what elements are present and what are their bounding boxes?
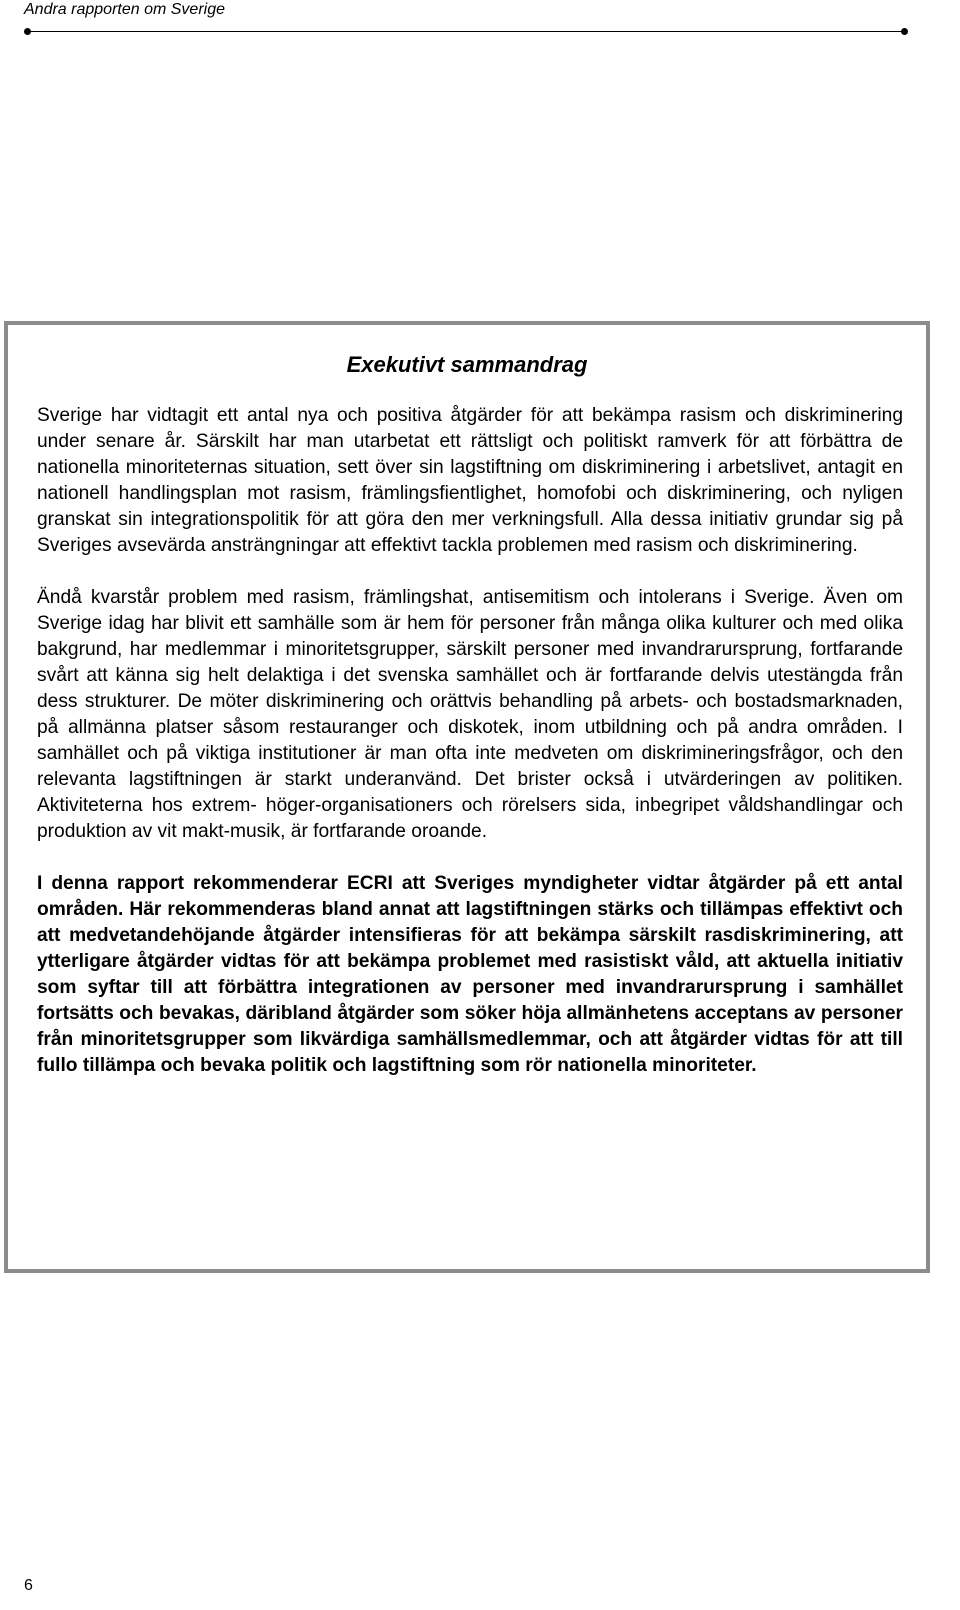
summary-paragraph-1: Sverige har vidtagit ett antal nya och positiva åtgärder för att bekämpa rasism och diskriminering under senare år. Särskilt har man utarbetat ett rättsligt och politiskt ramverk för att förbättra de nationella minoriteternas situation, sett över sin lagstiftning om diskriminering i arbetslivet, antagit en nationell handlingsplan mot rasism, främlingsfientlighet, homofobi och diskriminering, och nyligen granskat sin integrationspolitik för att göra den mer verkningsfull. Alla dessa initiativ grundar sig på Sveriges avsevärda ansträngningar att effektivt tackla problemen med rasism och diskriminering. [37,405,903,556]
running-header-title: Andra rapporten om Sverige [24,1,225,18]
summary-title: Exekutivt sammandrag [346,352,588,377]
header-rule-right-dot [901,28,908,35]
page-number: 6 [24,1577,33,1594]
executive-summary-box [4,321,930,1273]
header-rule [26,31,906,32]
summary-paragraph-recommendations: I denna rapport rekommenderar ECRI att Sveriges myndigheter vidtar åtgärder på ett antal områden. Här rekommenderas bland annat att lagstiftningen stärks och tillämpas effektivt och att medvetandehöjande åtgärder intensifieras för att bekämpa särskilt rasdiskriminering, att ytterligare åtgärder vidtas för att bekämpa problemet med rasistiskt våld, att aktuella initiativ som syftar till att förbättra integrationen av personer med invandrarursprung i samhället fortsätts och bevakas, däribland åtgärder som söker höja allmänhetens acceptans av personer från minoritetsgrupper som likvärdiga samhällsmedlemmar, och att åtgärder vidtas för att till fullo tillämpa och bevaka politik och lagstiftning som rör nationella minoriteter. [37,873,903,1076]
summary-body [37,403,903,1079]
summary-paragraph-2: Ändå kvarstår problem med rasism, främlingshat, antisemitism och intolerans i Sverige. Även om Sverige idag har blivit ett samhälle som är hem för personer från många olika kulturer och med olika bakgrund, har medlemmar i minoritetsgrupper, särskilt personer med invandrarursprung, fortfarande svårt att känna sig helt delaktiga i det svenska samhället och är fortfarande delvis utestängda från dess strukturer. De möter diskriminering och orättvis behandling på arbets- och bostadsmarknaden, på allmänna platser såsom restauranger och diskotek, inom utbildning och på andra områden. I samhället och på viktiga institutioner är man ofta inte medveten om diskrimineringsfrågor, och den relevanta lagstiftningen är starkt underanvänd. Det brister också i utvärderingen av politiken. Aktiviteterna hos extrem- höger-organisationers och rörelsers sida, inbegripet våldshandlingar och produktion av vit makt-musik, är fortfarande oroande. [37,587,903,842]
